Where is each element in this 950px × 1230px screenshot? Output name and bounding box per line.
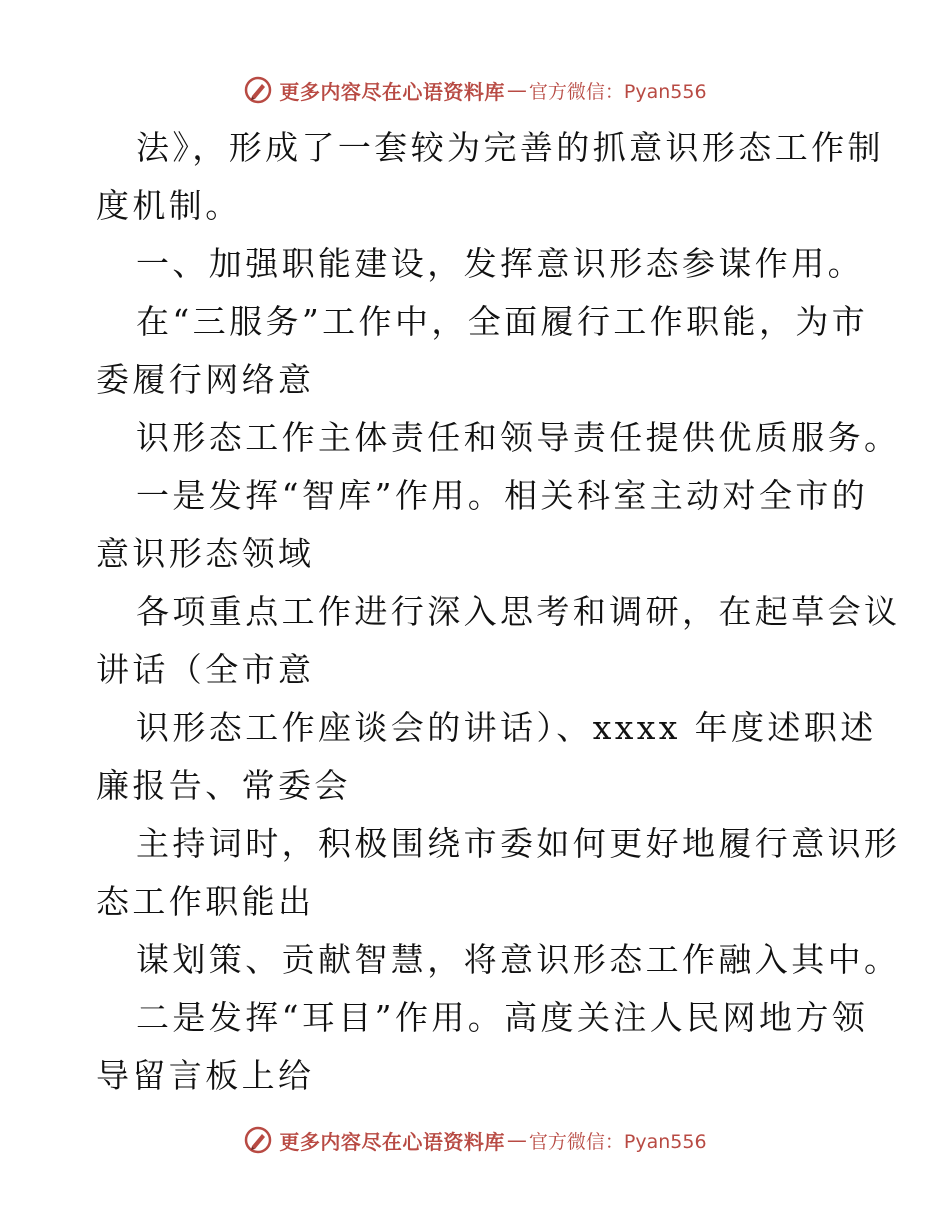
text-line: 导留言板上给 <box>96 1056 315 1095</box>
text-line: 谋划策、贡献智慧，将意识形态工作融入其中。 <box>136 940 901 979</box>
text-line: 态工作职能出 <box>96 882 315 921</box>
text-line: 意识形态领域 <box>96 534 315 573</box>
text-line: 识形态工作主体责任和领导责任提供优质服务。 <box>136 418 901 457</box>
wechat-contact: 官方微信：Pyan556 <box>528 80 707 103</box>
red-pen-logo-icon <box>243 75 273 105</box>
wechat-contact: 官方微信：Pyan556 <box>528 1130 707 1153</box>
header-banner <box>0 70 950 110</box>
footer-banner <box>0 1120 950 1160</box>
text-line: 廉报告、常委会 <box>96 766 351 805</box>
text-line: 各项重点工作进行深入思考和调研，在起草会议 <box>136 592 901 631</box>
text-line: 讲话（全市意 <box>96 650 315 689</box>
text-line: 主持词时，积极围绕市委如何更好地履行意识形 <box>136 824 901 863</box>
text-line: 二是发挥“耳目”作用。高度关注人民网地方领 <box>136 998 869 1037</box>
text-line: 识形态工作座谈会的讲话）、xxxx 年度述职述 <box>136 708 877 747</box>
text-line: 委履行网络意 <box>96 360 315 399</box>
banner-separator: — <box>506 78 527 102</box>
text-line: 法》，形成了一套较为完善的抓意识形态工作制 <box>136 128 884 167</box>
brand-text: 更多内容尽在心语资料库 <box>279 79 505 104</box>
section-heading: 一、加强职能建设，发挥意识形态参谋作用。 <box>136 244 864 283</box>
banner-separator: — <box>506 1128 527 1152</box>
text-line: 在“三服务”工作中，全面履行工作职能，为市 <box>136 302 869 341</box>
red-pen-logo-icon <box>243 1125 273 1155</box>
text-line: 度机制。 <box>96 186 242 225</box>
text-line: 一是发挥“智库”作用。相关科室主动对全市的 <box>136 476 869 515</box>
brand-text: 更多内容尽在心语资料库 <box>279 1129 505 1154</box>
